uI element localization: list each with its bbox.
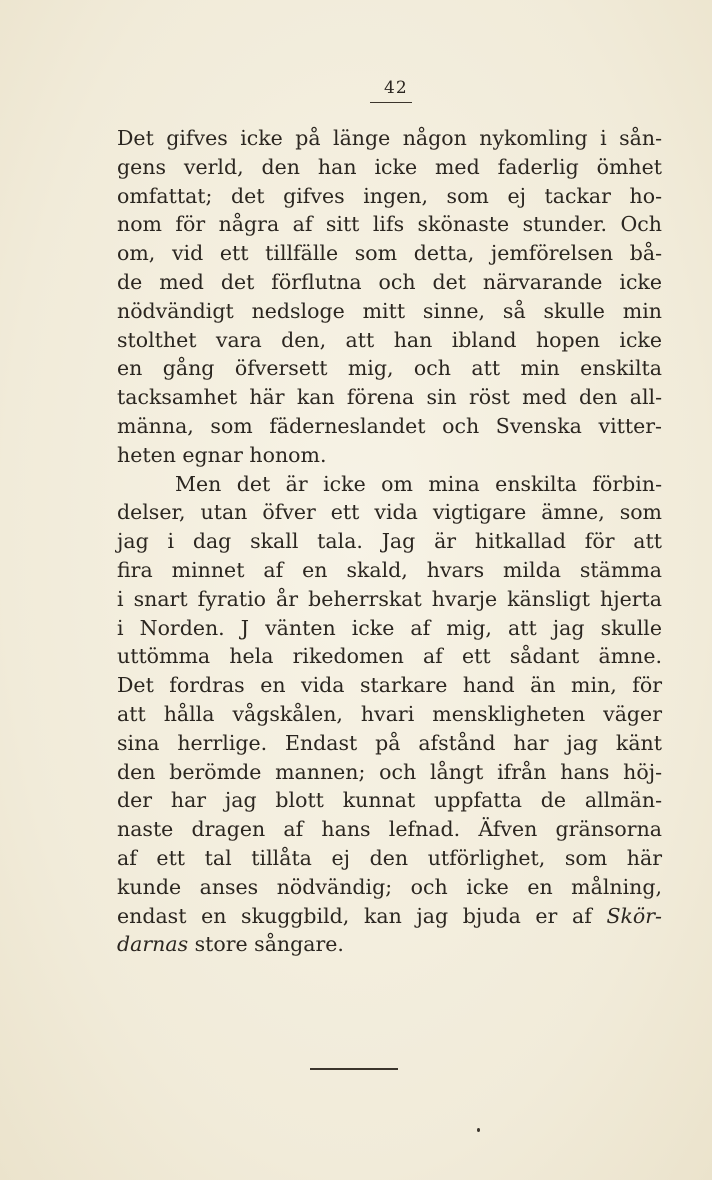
text-line: tacksamhet här kan förena sin röst med den all- [117, 385, 662, 410]
ink-speck [477, 1128, 480, 1132]
paragraph-2 [117, 470, 662, 960]
text-line: uttömma hela rikedomen af ett sådant ämne. [117, 644, 662, 669]
text-line: de med det förflutna och det närvarande icke [117, 269, 662, 294]
text-line: heten egnar honom. [117, 442, 327, 467]
text-line: jag i dag skall tala. Jag är hitkallad för att [117, 529, 662, 554]
text-line: af ett tal tillåta ej den utförlighet, som här [117, 845, 662, 870]
text-line: der har jag blott kunnat uppfatta de allmän- [117, 788, 662, 813]
text-line: Det gifves icke på länge någon nykomling i sån- [117, 126, 662, 150]
text-line: sina herrlige. Endast på afstånd har jag känt [117, 730, 662, 755]
text-line: i snart fyratio år beherrskat hvarje känsligt hjerta [117, 586, 662, 611]
paragraph-1 [117, 124, 662, 470]
page-number: 42 [384, 78, 408, 98]
text-fragment: endast en skuggbild, kan jag bjuda er af [117, 903, 592, 928]
body-text [117, 124, 662, 959]
italic-word: Skör- [606, 903, 662, 928]
text-line: den berömde mannen; och långt ifrån hans höj- [117, 759, 662, 784]
text-line: i Norden. J vänten icke af mig, att jag skulle [117, 615, 662, 640]
text-line: naste dragen af hans lefnad. Äfven gränsorna [117, 817, 662, 842]
page-number-underline [370, 102, 412, 103]
text-line: kunde anses nödvändig; och icke en målning, [117, 874, 662, 899]
end-rule-divider [310, 1068, 398, 1070]
text-line: Det fordras en vida starkare hand än min, för [117, 673, 662, 698]
text-line: en gång öfversett mig, och att min enskilta [117, 356, 662, 381]
text-fragment: store sångare. [194, 932, 344, 957]
text-line: fira minnet af en skald, hvars milda stämma [117, 557, 662, 582]
text-line: gens verld, den han icke med faderlig ömhet [117, 154, 662, 179]
text-line: nom för några af sitt lifs skönaste stunder. Och [117, 212, 662, 237]
text-line: att hålla vågskålen, hvari menskligheten väger [117, 701, 662, 726]
text-line: nödvändigt nedsloge mitt sinne, så skulle min [117, 298, 662, 323]
text-line: delser, utan öfver ett vida vigtigare ämne, som [117, 500, 662, 525]
text-line: männa, som fäderneslandet och Svenska vitter- [117, 413, 662, 438]
text-line: om, vid ett tillfälle som detta, jemförelsen bå- [117, 241, 662, 266]
text-line: stolthet vara den, att han ibland hopen icke [117, 327, 662, 352]
text-line-with-italic [117, 902, 662, 931]
italic-word: darnas [117, 932, 189, 957]
text-line: Men det är icke om mina enskilta förbin- [175, 471, 662, 496]
text-line: omfattat; det gifves ingen, som ej tackar ho- [117, 183, 662, 208]
text-line-final [117, 930, 662, 959]
